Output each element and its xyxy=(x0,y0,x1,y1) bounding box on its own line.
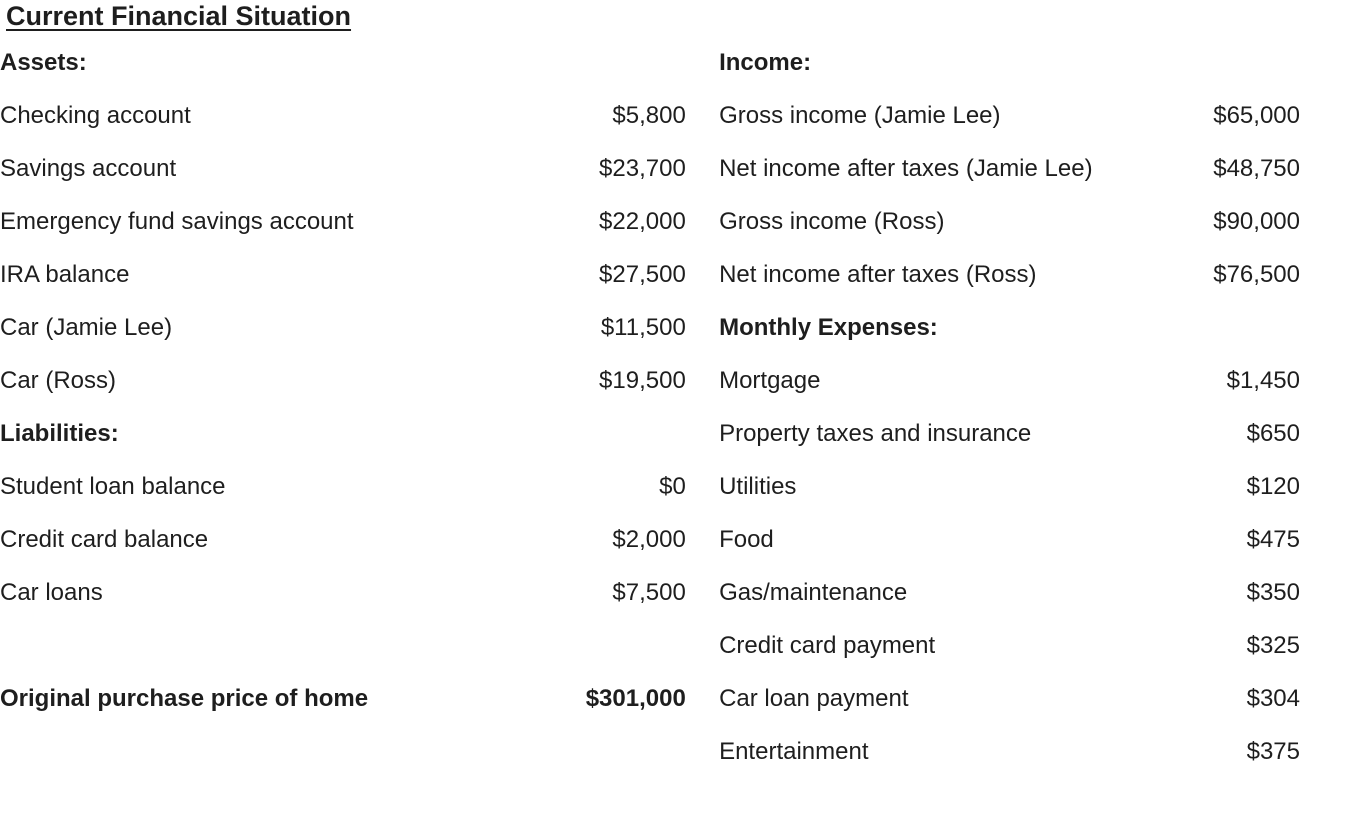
right-item-label: Car loan payment xyxy=(719,684,909,712)
section-heading-left: Original purchase price of home xyxy=(0,684,369,712)
left-item-value: $27,500 xyxy=(599,260,686,288)
document-title: Current Financial Situation xyxy=(6,1,352,31)
financial-table-body xyxy=(0,36,1300,778)
left-item-label xyxy=(0,619,569,672)
left-item-value xyxy=(569,36,686,89)
column-gap xyxy=(686,195,719,248)
table-row xyxy=(0,407,1300,460)
section-heading-right: Monthly Expenses: xyxy=(719,313,938,341)
left-item-value xyxy=(569,619,686,672)
column-gap xyxy=(686,36,719,89)
right-item-label: Credit card payment xyxy=(719,631,936,659)
section-heading-left: Liabilities: xyxy=(0,419,119,447)
column-gap xyxy=(686,672,719,725)
left-item-label: Credit card balance xyxy=(0,525,209,553)
table-row xyxy=(0,513,1300,566)
right-item-value: $325 xyxy=(1246,631,1300,659)
left-item-value: $22,000 xyxy=(599,207,686,235)
right-item-label: Gas/maintenance xyxy=(719,578,908,606)
right-item-value: $375 xyxy=(1246,737,1300,765)
left-item-value: $2,000 xyxy=(612,525,686,553)
left-item-value: $11,500 xyxy=(600,313,686,341)
right-item-label: Utilities xyxy=(719,472,797,500)
right-item-value: $650 xyxy=(1246,419,1300,447)
table-row xyxy=(0,725,1300,778)
financial-table xyxy=(0,36,1300,778)
left-item-value xyxy=(569,407,686,460)
right-item-label: Mortgage xyxy=(719,366,821,394)
right-item-value: $475 xyxy=(1246,525,1300,553)
column-gap xyxy=(686,142,719,195)
left-item-label: Car (Ross) xyxy=(0,366,117,394)
column-gap xyxy=(686,407,719,460)
right-item-value: $350 xyxy=(1246,578,1300,606)
section-heading-left: Assets: xyxy=(0,48,87,76)
column-gap xyxy=(686,354,719,407)
right-item-value: $65,000 xyxy=(1213,101,1300,129)
column-gap xyxy=(686,460,719,513)
table-row xyxy=(0,36,1300,89)
right-item-value: $304 xyxy=(1246,684,1300,712)
left-item-label: Car (Jamie Lee) xyxy=(0,313,173,341)
left-item-value: $19,500 xyxy=(599,366,686,394)
right-item-value: $1,450 xyxy=(1226,366,1300,394)
left-item-value: $301,000 xyxy=(585,684,686,712)
right-item-label: Property taxes and insurance xyxy=(719,419,1032,447)
right-item-value xyxy=(1192,36,1300,89)
table-row xyxy=(0,672,1300,725)
table-row xyxy=(0,354,1300,407)
table-row xyxy=(0,89,1300,142)
section-heading-right: Income: xyxy=(719,48,812,76)
left-item-label: Checking account xyxy=(0,101,191,129)
column-gap xyxy=(686,301,719,354)
right-item-label: Gross income (Jamie Lee) xyxy=(719,101,1001,129)
right-item-label: Net income after taxes (Jamie Lee) xyxy=(719,154,1093,182)
left-item-value: $7,500 xyxy=(612,578,686,606)
column-gap xyxy=(686,566,719,619)
table-row xyxy=(0,619,1300,672)
left-item-label: IRA balance xyxy=(0,260,130,288)
left-item-value xyxy=(569,725,686,778)
right-item-value: $120 xyxy=(1246,472,1300,500)
left-item-value: $23,700 xyxy=(599,154,686,182)
left-item-value: $5,800 xyxy=(612,101,686,129)
right-item-value: $90,000 xyxy=(1213,207,1300,235)
right-item-value xyxy=(1192,301,1300,354)
left-item-label: Savings account xyxy=(0,154,177,182)
left-item-value: $0 xyxy=(659,472,686,500)
left-item-label: Car loans xyxy=(0,578,103,606)
column-gap xyxy=(686,725,719,778)
left-item-label xyxy=(0,725,569,778)
left-item-label: Emergency fund savings account xyxy=(0,207,354,235)
column-gap xyxy=(686,513,719,566)
right-item-label: Entertainment xyxy=(719,737,869,765)
left-item-label: Student loan balance xyxy=(0,472,226,500)
column-gap xyxy=(686,89,719,142)
right-item-label: Net income after taxes (Ross) xyxy=(719,260,1037,288)
column-gap xyxy=(686,248,719,301)
column-gap xyxy=(686,619,719,672)
table-row xyxy=(0,248,1300,301)
table-row xyxy=(0,195,1300,248)
right-item-label: Food xyxy=(719,525,774,553)
table-row xyxy=(0,460,1300,513)
right-item-label: Gross income (Ross) xyxy=(719,207,945,235)
table-row xyxy=(0,301,1300,354)
table-row xyxy=(0,142,1300,195)
right-item-value: $76,500 xyxy=(1213,260,1300,288)
table-row xyxy=(0,566,1300,619)
right-item-value: $48,750 xyxy=(1213,154,1300,182)
